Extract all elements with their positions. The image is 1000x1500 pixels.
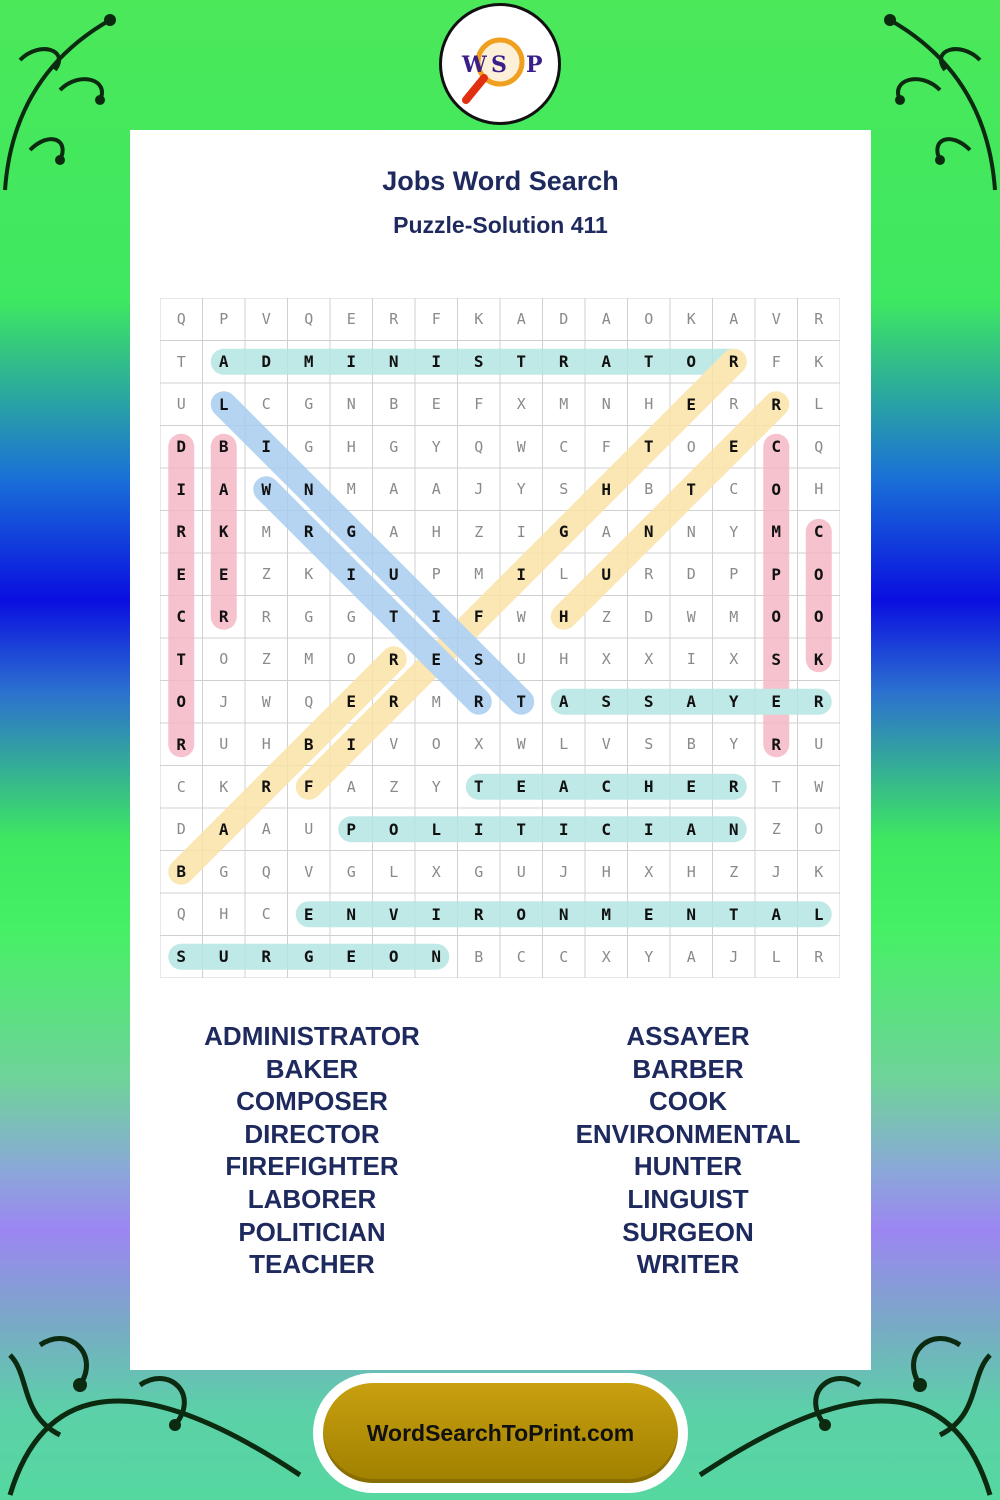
grid-cell[interactable]: G bbox=[558, 522, 569, 542]
grid-cell[interactable]: U bbox=[516, 650, 526, 669]
grid-cell[interactable]: C bbox=[559, 437, 569, 456]
grid-cell[interactable]: H bbox=[601, 862, 611, 881]
grid-cell[interactable]: H bbox=[261, 735, 271, 754]
grid-cell[interactable]: F bbox=[303, 777, 314, 797]
grid-cell[interactable]: C bbox=[559, 947, 569, 966]
grid-cell[interactable]: E bbox=[346, 947, 357, 967]
grid-cell[interactable]: G bbox=[304, 395, 314, 414]
grid-cell[interactable]: N bbox=[686, 904, 697, 924]
grid-cell[interactable]: C bbox=[601, 819, 612, 839]
grid-cell[interactable]: S bbox=[644, 735, 654, 754]
grid-cell[interactable]: E bbox=[728, 437, 739, 457]
grid-cell[interactable]: D bbox=[559, 310, 569, 329]
grid-cell[interactable]: T bbox=[176, 649, 187, 669]
grid-cell[interactable]: S bbox=[643, 692, 654, 712]
word-list-item: ENVIRONMENTAL bbox=[575, 1118, 801, 1149]
grid-cell[interactable]: T bbox=[388, 607, 399, 627]
grid-cell[interactable]: B bbox=[218, 437, 229, 457]
grid-cell[interactable]: O bbox=[771, 607, 782, 627]
word-list-item: HUNTER bbox=[633, 1151, 743, 1182]
grid-cell[interactable]: T bbox=[643, 437, 654, 457]
grid-cell[interactable]: E bbox=[431, 395, 441, 414]
corner-ornament-top-right bbox=[850, 0, 1000, 200]
grid-cell[interactable]: T bbox=[516, 352, 527, 372]
grid-cell[interactable]: Z bbox=[771, 820, 781, 839]
grid-cell[interactable]: R bbox=[728, 777, 739, 797]
grid-cell[interactable]: M bbox=[559, 395, 569, 414]
grid-cell[interactable]: R bbox=[473, 692, 484, 712]
grid-cell[interactable]: W bbox=[814, 777, 824, 796]
grid-cell[interactable]: I bbox=[346, 564, 357, 584]
grid-cell[interactable]: K bbox=[814, 862, 824, 881]
grid-cell[interactable]: G bbox=[346, 862, 356, 881]
grid-cell[interactable]: I bbox=[346, 734, 357, 754]
grid-cell[interactable]: H bbox=[219, 905, 229, 924]
grid-cell[interactable]: H bbox=[431, 522, 441, 541]
grid-cell[interactable]: G bbox=[346, 607, 356, 626]
grid-cell[interactable]: G bbox=[389, 437, 399, 456]
grid-cell[interactable]: T bbox=[771, 777, 781, 796]
grid-cell[interactable]: A bbox=[686, 947, 696, 966]
grid-cell[interactable]: B bbox=[303, 734, 314, 754]
grid-cell[interactable]: R bbox=[388, 649, 399, 669]
grid-cell[interactable]: A bbox=[601, 352, 612, 372]
grid-cell[interactable]: X bbox=[601, 947, 611, 966]
grid-cell[interactable]: E bbox=[176, 564, 187, 584]
site-link-pill[interactable] bbox=[323, 1383, 678, 1483]
site-link-button[interactable] bbox=[313, 1373, 688, 1493]
grid-cell[interactable]: U bbox=[601, 564, 612, 584]
grid-cell[interactable]: J bbox=[771, 862, 781, 881]
grid-cell[interactable]: D bbox=[176, 820, 186, 839]
grid-cell[interactable]: L bbox=[559, 735, 569, 754]
grid-cell[interactable]: M bbox=[346, 480, 356, 499]
grid-cell[interactable]: A bbox=[686, 819, 697, 839]
grid-cell[interactable]: Y bbox=[516, 480, 526, 499]
grid-cell[interactable]: G bbox=[303, 947, 314, 967]
grid-cell[interactable]: R bbox=[261, 777, 272, 797]
grid-cell[interactable]: M bbox=[729, 607, 739, 626]
grid-cell[interactable]: Z bbox=[261, 565, 271, 584]
grid-cell[interactable]: R bbox=[261, 947, 272, 967]
grid-cell[interactable]: I bbox=[686, 650, 696, 669]
grid-cell[interactable]: Q bbox=[304, 310, 314, 329]
grid-cell[interactable]: K bbox=[474, 310, 484, 329]
grid-cell[interactable]: A bbox=[389, 480, 399, 499]
grid-cell[interactable]: C bbox=[771, 437, 782, 457]
grid-cell[interactable]: U bbox=[176, 395, 186, 414]
grid-cell[interactable]: R bbox=[176, 734, 187, 754]
grid-cell[interactable]: W bbox=[686, 607, 696, 626]
grid-cell[interactable]: Y bbox=[729, 735, 739, 754]
grid-cell[interactable]: F bbox=[771, 352, 781, 371]
grid-cell[interactable]: Q bbox=[176, 905, 186, 924]
grid-cell[interactable]: L bbox=[559, 565, 569, 584]
grid-cell[interactable]: R bbox=[729, 395, 739, 414]
grid-cell[interactable]: M bbox=[303, 352, 314, 372]
word-list-item: BAKER bbox=[265, 1053, 359, 1084]
grid-cell[interactable]: X bbox=[474, 735, 484, 754]
grid-cell[interactable]: F bbox=[473, 607, 484, 627]
grid-cell[interactable]: J bbox=[219, 692, 229, 711]
grid-cell[interactable]: C bbox=[729, 480, 739, 499]
grid-cell[interactable]: H bbox=[644, 395, 654, 414]
grid-cell[interactable]: A bbox=[346, 777, 356, 796]
grid-cell[interactable]: E bbox=[686, 394, 697, 414]
grid-cell[interactable]: L bbox=[431, 819, 442, 839]
grid-cell[interactable]: L bbox=[389, 862, 399, 881]
grid-cell[interactable]: I bbox=[176, 479, 187, 499]
grid-cell[interactable]: R bbox=[473, 904, 484, 924]
grid-cell[interactable]: H bbox=[346, 437, 356, 456]
grid-cell[interactable]: S bbox=[473, 352, 484, 372]
grid-cell[interactable]: H bbox=[686, 862, 696, 881]
word-list-item: ADMINISTRATOR bbox=[204, 1021, 420, 1051]
grid-cell[interactable]: Z bbox=[601, 607, 611, 626]
grid-cell[interactable]: I bbox=[431, 607, 442, 627]
grid-cell[interactable]: F bbox=[474, 395, 484, 414]
page-subtitle: Puzzle-Solution 411 bbox=[393, 212, 608, 238]
grid-cell[interactable]: J bbox=[559, 862, 569, 881]
grid-cell[interactable]: K bbox=[219, 777, 229, 796]
grid-cell[interactable]: Q bbox=[176, 310, 186, 329]
grid-cell[interactable]: U bbox=[814, 735, 824, 754]
grid-cell[interactable]: E bbox=[771, 692, 782, 712]
grid-cell[interactable]: N bbox=[643, 522, 654, 542]
grid-cell[interactable]: C bbox=[176, 777, 186, 796]
grid-cell[interactable]: G bbox=[304, 437, 314, 456]
grid-cell[interactable]: N bbox=[346, 904, 357, 924]
grid-cell[interactable]: B bbox=[389, 395, 399, 414]
grid-cell[interactable]: C bbox=[261, 395, 271, 414]
grid-cell[interactable]: W bbox=[516, 607, 526, 626]
grid-cell[interactable]: Y bbox=[729, 522, 739, 541]
grid-cell[interactable]: R bbox=[813, 692, 824, 712]
grid-cell[interactable]: G bbox=[346, 522, 357, 542]
grid-cell[interactable]: N bbox=[601, 395, 611, 414]
word-list-item: BARBER bbox=[632, 1053, 744, 1084]
grid-cell[interactable]: A bbox=[431, 480, 441, 499]
grid-cell[interactable]: B bbox=[474, 947, 484, 966]
grid-cell[interactable]: H bbox=[559, 650, 569, 669]
grid-cell[interactable]: N bbox=[346, 395, 356, 414]
grid-cell[interactable]: T bbox=[516, 819, 527, 839]
grid-cell[interactable]: R bbox=[261, 607, 271, 626]
word-list-item: DIRECTOR bbox=[244, 1118, 380, 1149]
grid-cell[interactable]: I bbox=[516, 564, 527, 584]
grid-cell[interactable]: R bbox=[303, 522, 314, 542]
magnifier-icon bbox=[442, 6, 558, 122]
site-link-label: WordSearchToPrint.com bbox=[366, 1419, 635, 1446]
grid-cell[interactable]: W bbox=[261, 692, 271, 711]
grid-cell[interactable]: Q bbox=[261, 862, 271, 881]
grid-cell[interactable]: K bbox=[218, 522, 229, 542]
grid-cell[interactable]: K bbox=[814, 352, 824, 371]
grid-cell[interactable]: A bbox=[771, 904, 782, 924]
grid-cell[interactable]: S bbox=[601, 692, 612, 712]
grid-cell[interactable]: A bbox=[389, 522, 399, 541]
grid-cell[interactable]: Y bbox=[644, 947, 654, 966]
grid-cell[interactable]: P bbox=[729, 565, 739, 584]
grid-cell[interactable]: R bbox=[771, 394, 782, 414]
grid-cell[interactable]: S bbox=[473, 649, 484, 669]
grid-cell[interactable]: A bbox=[558, 777, 569, 797]
grid-cells bbox=[160, 298, 840, 978]
grid-cell[interactable]: O bbox=[686, 352, 697, 372]
grid-cell[interactable]: N bbox=[686, 522, 696, 541]
grid-cell[interactable]: X bbox=[644, 862, 654, 881]
grid-cell[interactable]: H bbox=[814, 480, 824, 499]
grid-cell[interactable]: M bbox=[431, 692, 441, 711]
grid-cell[interactable]: T bbox=[176, 352, 186, 371]
word-list-item: LINGUIST bbox=[627, 1183, 749, 1214]
grid-cell[interactable]: V bbox=[389, 735, 399, 754]
grid-cell[interactable]: K bbox=[304, 565, 314, 584]
grid-cell[interactable]: I bbox=[431, 904, 442, 924]
grid-cell[interactable]: T bbox=[728, 904, 739, 924]
grid-cell[interactable]: O bbox=[431, 735, 441, 754]
grid-cell[interactable]: K bbox=[813, 649, 824, 669]
grid-cell[interactable]: L bbox=[814, 395, 824, 414]
grid-cell[interactable]: R bbox=[644, 565, 654, 584]
grid-cell[interactable]: Z bbox=[261, 650, 271, 669]
grid-cell[interactable]: M bbox=[304, 650, 314, 669]
grid-cell[interactable]: U bbox=[304, 820, 314, 839]
logo-letter-p: P bbox=[526, 52, 543, 78]
grid-cell[interactable]: X bbox=[601, 650, 611, 669]
grid-cell[interactable]: A bbox=[516, 310, 526, 329]
grid-cell[interactable]: I bbox=[558, 819, 569, 839]
grid-cell[interactable]: E bbox=[686, 777, 697, 797]
grid-cell[interactable]: N bbox=[388, 352, 399, 372]
grid-cell[interactable]: T bbox=[643, 352, 654, 372]
grid-cell[interactable]: N bbox=[303, 479, 314, 499]
grid-cell[interactable]: O bbox=[219, 650, 229, 669]
grid-cell[interactable]: R bbox=[176, 522, 187, 542]
grid-cell[interactable]: C bbox=[601, 777, 612, 797]
word-list-item: POLITICIAN bbox=[238, 1216, 386, 1247]
grid-cell[interactable]: X bbox=[516, 395, 526, 414]
grid-cell[interactable]: L bbox=[771, 947, 781, 966]
grid-cell[interactable]: V bbox=[304, 862, 314, 881]
grid-cell[interactable]: T bbox=[686, 479, 697, 499]
grid-cell[interactable]: R bbox=[389, 310, 399, 329]
grid-cell[interactable]: A bbox=[558, 692, 569, 712]
grid-cell[interactable]: F bbox=[601, 437, 611, 456]
logo-letter-s: S bbox=[491, 52, 507, 78]
page-title: Jobs Word Search bbox=[382, 166, 619, 196]
grid-cell[interactable]: J bbox=[474, 480, 484, 499]
word-list-item: ASSAYER bbox=[626, 1021, 750, 1051]
grid-cell[interactable]: O bbox=[388, 947, 399, 967]
grid-cell[interactable]: W bbox=[261, 479, 272, 499]
grid-cell[interactable]: Y bbox=[431, 777, 441, 796]
grid-cell[interactable]: D bbox=[176, 437, 187, 457]
grid-cell[interactable]: L bbox=[218, 394, 229, 414]
grid-cell[interactable]: V bbox=[601, 735, 611, 754]
grid-cell[interactable]: R bbox=[558, 352, 569, 372]
word-list-item: LABORER bbox=[247, 1183, 377, 1214]
grid-cell[interactable]: E bbox=[431, 649, 442, 669]
grid-cell[interactable]: R bbox=[814, 947, 824, 966]
grid-cell[interactable]: A bbox=[218, 479, 229, 499]
grid-cell[interactable]: J bbox=[729, 947, 739, 966]
grid-cell[interactable]: Y bbox=[728, 692, 739, 712]
grid-cell[interactable]: R bbox=[771, 734, 782, 754]
grid-cell[interactable]: O bbox=[388, 819, 399, 839]
word-list-item: SURGEON bbox=[622, 1216, 754, 1247]
grid-cell[interactable]: V bbox=[771, 310, 781, 329]
grid-cell[interactable]: D bbox=[686, 565, 696, 584]
grid-cell[interactable]: E bbox=[218, 564, 229, 584]
grid-cell[interactable]: M bbox=[261, 522, 271, 541]
grid-cell[interactable]: M bbox=[601, 904, 612, 924]
grid-cell[interactable]: Q bbox=[304, 692, 314, 711]
grid-cell[interactable]: O bbox=[516, 904, 527, 924]
word-grid bbox=[160, 298, 840, 978]
grid-cell[interactable]: C bbox=[261, 905, 271, 924]
grid-cell[interactable]: F bbox=[431, 310, 441, 329]
grid-cell[interactable]: G bbox=[304, 607, 314, 626]
grid-cell[interactable]: Z bbox=[474, 522, 484, 541]
grid-cell[interactable]: Q bbox=[814, 437, 824, 456]
word-list-left bbox=[162, 1020, 462, 1281]
grid-cell[interactable]: R bbox=[388, 692, 399, 712]
grid-cell[interactable]: I bbox=[516, 522, 526, 541]
corner-ornament-top-left bbox=[0, 0, 150, 200]
word-list-item: WRITER bbox=[636, 1249, 740, 1280]
grid-cell[interactable]: H bbox=[601, 479, 612, 499]
grid-cell[interactable]: O bbox=[644, 310, 654, 329]
grid-cell[interactable]: Y bbox=[431, 437, 441, 456]
logo-letter-w: W bbox=[462, 52, 487, 78]
grid-cell[interactable]: A bbox=[261, 820, 271, 839]
grid-cell[interactable]: X bbox=[644, 650, 654, 669]
grid-cell[interactable]: A bbox=[686, 692, 697, 712]
grid-cell[interactable]: O bbox=[813, 607, 824, 627]
grid-cell[interactable]: I bbox=[346, 352, 357, 372]
grid-cell[interactable]: P bbox=[771, 564, 782, 584]
grid-cell[interactable]: E bbox=[516, 777, 527, 797]
grid-cell[interactable]: U bbox=[218, 947, 229, 967]
word-list-item: TEACHER bbox=[249, 1249, 375, 1280]
grid-cell[interactable]: E bbox=[303, 904, 314, 924]
grid-cell[interactable]: T bbox=[516, 692, 527, 712]
grid-cell[interactable]: O bbox=[771, 479, 782, 499]
grid-cell[interactable]: S bbox=[771, 649, 782, 669]
grid-cell[interactable]: M bbox=[474, 565, 484, 584]
grid-cell[interactable]: C bbox=[516, 947, 526, 966]
grid-cell[interactable]: X bbox=[431, 862, 441, 881]
grid-cell[interactable]: E bbox=[643, 904, 654, 924]
grid-cell[interactable]: I bbox=[643, 819, 654, 839]
grid-cell[interactable]: O bbox=[346, 650, 356, 669]
grid-cell[interactable]: O bbox=[813, 564, 824, 584]
grid-cell[interactable]: I bbox=[431, 352, 442, 372]
grid-cell[interactable]: D bbox=[261, 352, 272, 372]
grid-cell[interactable]: A bbox=[601, 522, 611, 541]
grid-cell[interactable]: R bbox=[728, 352, 739, 372]
grid-cell[interactable]: U bbox=[516, 862, 526, 881]
grid-cell[interactable]: W bbox=[516, 735, 526, 754]
grid-cell[interactable]: N bbox=[431, 947, 442, 967]
grid-cell[interactable]: U bbox=[219, 735, 229, 754]
grid-cell[interactable]: R bbox=[814, 310, 824, 329]
grid-cell[interactable]: A bbox=[729, 310, 739, 329]
word-list-item: COOK bbox=[649, 1086, 727, 1117]
grid-cell[interactable]: L bbox=[813, 904, 824, 924]
grid-cell[interactable]: H bbox=[643, 777, 654, 797]
grid-cell[interactable]: U bbox=[388, 564, 399, 584]
grid-cell[interactable]: V bbox=[388, 904, 399, 924]
grid-cell[interactable]: H bbox=[558, 607, 569, 627]
grid-cell[interactable]: D bbox=[644, 607, 654, 626]
grid-cell[interactable]: O bbox=[814, 820, 824, 839]
grid-cell[interactable]: A bbox=[601, 310, 611, 329]
grid-cell[interactable]: E bbox=[346, 310, 356, 329]
grid-cell[interactable]: G bbox=[474, 862, 484, 881]
grid-cell[interactable]: Z bbox=[729, 862, 739, 881]
grid-cell[interactable]: C bbox=[176, 607, 187, 627]
wsp-logo[interactable] bbox=[439, 3, 561, 125]
grid-cell[interactable]: W bbox=[516, 437, 526, 456]
grid-cell[interactable]: I bbox=[261, 437, 272, 457]
grid-cell[interactable]: E bbox=[346, 692, 357, 712]
grid-cell[interactable]: P bbox=[431, 565, 441, 584]
grid-cell[interactable]: O bbox=[686, 437, 696, 456]
grid-cell[interactable]: N bbox=[728, 819, 739, 839]
grid-cell[interactable]: V bbox=[261, 310, 271, 329]
grid-cell[interactable]: Q bbox=[474, 437, 484, 456]
word-list-right bbox=[538, 1020, 838, 1281]
grid-cell[interactable]: T bbox=[473, 777, 484, 797]
grid-cell[interactable]: K bbox=[686, 310, 696, 329]
grid-cell[interactable]: N bbox=[558, 904, 569, 924]
grid-cell[interactable]: A bbox=[218, 819, 229, 839]
grid-cell[interactable]: Z bbox=[389, 777, 399, 796]
grid-cell[interactable]: G bbox=[219, 862, 229, 881]
grid-cell[interactable]: I bbox=[473, 819, 484, 839]
grid-cell[interactable]: P bbox=[346, 819, 357, 839]
grid-cell[interactable]: B bbox=[644, 480, 654, 499]
grid-cell[interactable]: B bbox=[686, 735, 696, 754]
grid-cell[interactable]: B bbox=[176, 862, 187, 882]
grid-cell[interactable]: S bbox=[559, 480, 569, 499]
grid-cell[interactable]: S bbox=[176, 947, 187, 967]
word-list-item: COMPOSER bbox=[236, 1086, 388, 1117]
grid-cell[interactable]: X bbox=[729, 650, 739, 669]
grid-cell[interactable]: P bbox=[219, 310, 229, 329]
grid-cell[interactable]: M bbox=[771, 522, 782, 542]
grid-cell[interactable]: O bbox=[176, 692, 187, 712]
grid-cell[interactable]: C bbox=[813, 522, 824, 542]
grid-cell[interactable]: A bbox=[218, 352, 229, 372]
grid-cell[interactable]: R bbox=[218, 607, 229, 627]
word-list-item: FIREFIGHTER bbox=[225, 1151, 399, 1182]
